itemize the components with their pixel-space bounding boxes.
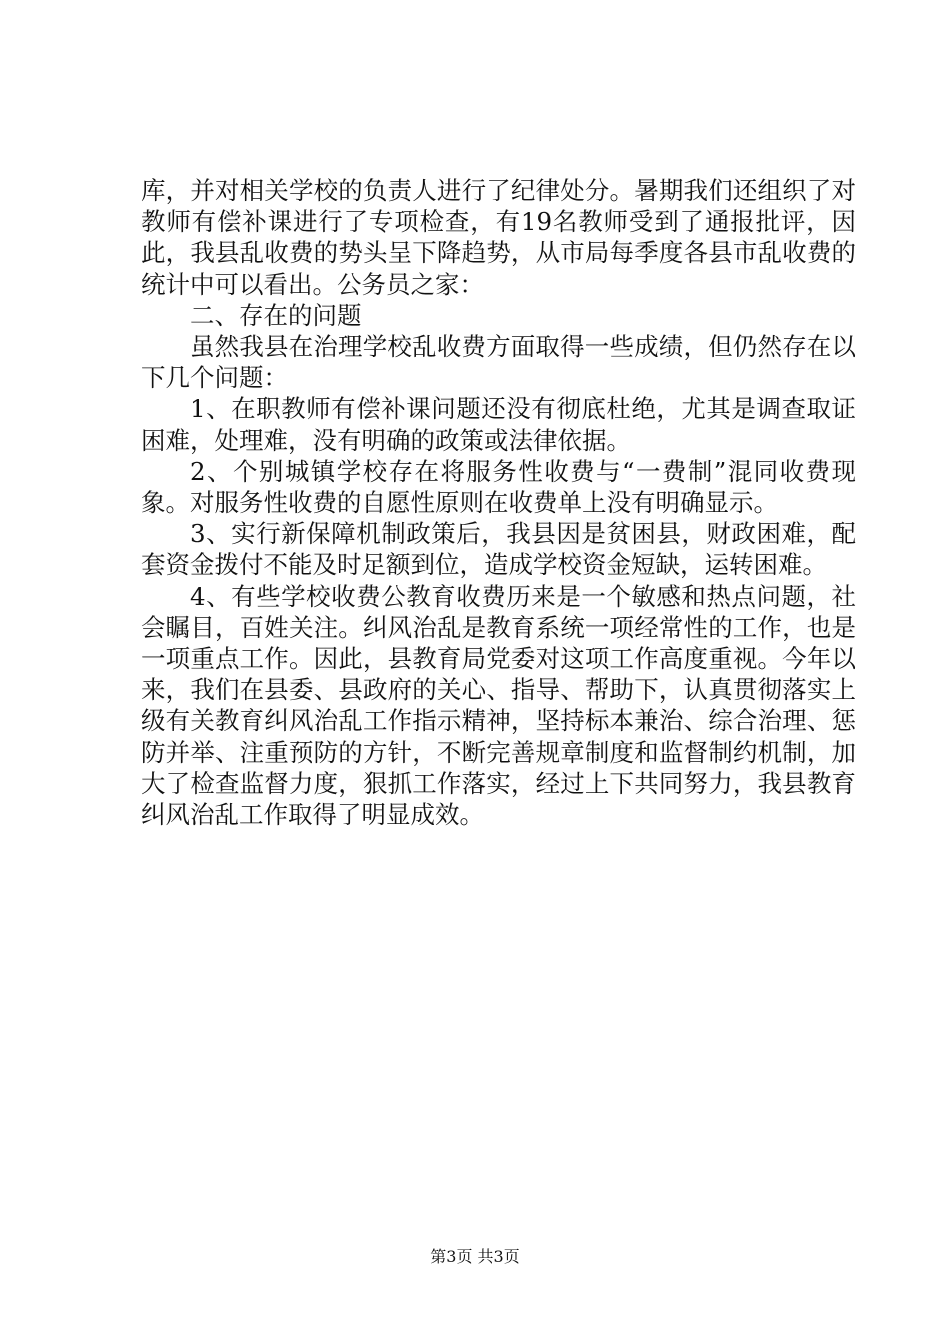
paragraph-item-2: 2、个别城镇学校存在将服务性收费与“一费制”混同收费现象。对服务性收费的自愿性原则在收费单上没有明确显示。 bbox=[141, 456, 856, 518]
section-heading-problems: 二、存在的问题 bbox=[190, 300, 362, 330]
paragraph-continuation: 库，并对相关学校的负责人进行了纪律处分。暑期我们还组织了对教师有偿补课进行了专项检查，有19名教师受到了通报批评，因此，我县乱收费的势头呈下降趋势，从市局每季度各县市乱收费的统计中可以看出。公务员之家： bbox=[141, 176, 856, 299]
document-body bbox=[141, 175, 856, 830]
paragraph-item-4: 4、有些学校收费公教育收费历来是一个敏感和热点问题，社会瞩目，百姓关注。纠风治乱是教育系统一项经常性的工作，也是一项重点工作。因此，县教育局党委对这项工作高度重视。今年以来，我们在县委、县政府的关心、指导、帮助下，认真贯彻落实上级有关教育纠风治乱工作指示精神，坚持标本兼治、综合治理、惩防并举、注重预防的方针，不断完善规章制度和监督制约机制，加大了检查监督力度，狠抓工作落实，经过上下共同努力，我县教育纠风治乱工作取得了明显成效。 bbox=[141, 581, 856, 830]
page-footer: 第3页 共3页 bbox=[430, 1247, 520, 1266]
paragraph-intro: 虽然我县在治理学校乱收费方面取得一些成绩，但仍然存在以下几个问题： bbox=[141, 332, 856, 393]
paragraph-item-1: 1、在职教师有偿补课问题还没有彻底杜绝，尤其是调查取证困难，处理难，没有明确的政策或法律依据。 bbox=[141, 394, 856, 455]
paragraph-item-3: 3、实行新保障机制政策后，我县因是贫困县，财政困难，配套资金拨付不能及时足额到位，造成学校资金短缺，运转困难。 bbox=[141, 519, 856, 580]
